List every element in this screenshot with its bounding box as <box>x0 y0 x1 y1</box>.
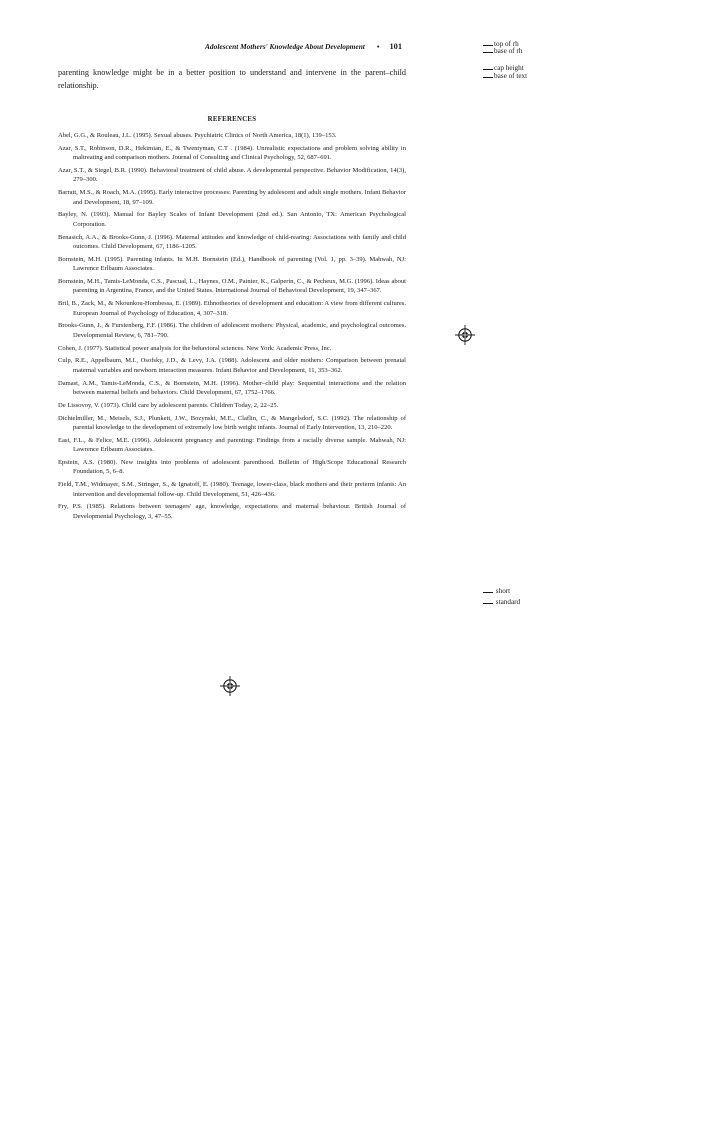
reference-item: Bornstein, M.H., Tamis-LeMonda, C.S., Pascual, L., Haynes, O.M., Painter, K., Galperin, C., & Pecheux, M.G. (1996). Ideas about parenting in Argentina, France, and the United States. International Journal of Behavioral Development, 19, 347–367. <box>58 277 406 295</box>
intro-paragraph: parenting knowledge might be in a better position to understand and intervene in the parent–child relationship. <box>58 68 406 90</box>
reference-item: Damast, A.M., Tamis-LeMonda, C.S., & Bornstein, M.H. (1996). Mother–child play: Sequential interactions and the relation between maternal beliefs and behaviors. Child Development, 67, 1752–1766. <box>58 379 406 396</box>
reference-item: Bayley, N. (1993). Manual for Bayley Scales of Infant Development (2nd ed.). San Antonio, TX: American Psychological Corporation. <box>58 211 406 228</box>
running-head-bullet: • <box>376 42 380 51</box>
margin-mark-cap-height: cap height <box>483 64 524 72</box>
reference-item: Bornstein, M.H. (1995). Parenting infants. In M.H. Bornstein (Ed.), Handbook of parenting (Vol. 1, pp. 3–39). Mahwah, NJ: Lawrence Erlbaum Associates. <box>58 255 406 273</box>
page-number: 101 <box>389 42 403 51</box>
margin-mark-top-of-rh: top of rh <box>483 40 519 48</box>
references-heading: REFERENCES <box>207 116 257 123</box>
references-list <box>58 131 406 525</box>
margin-mark-base-of-text: base of text <box>483 72 527 80</box>
reference-item: Epstein, A.S. (1980). New insights into problems of adolescent parenthood. Bulletin of High/Scope Educational Research Foundation, 5, 6–8. <box>58 458 406 476</box>
reference-item: Culp, R.E., Appelbaum, M.I., Osofsky, J.D., & Levy, J.A. (1988). Adolescent and older mothers: Comparison between prenatal maternal variables and newborn interaction measures. Infant Behavior and Development, 11, 353–362. <box>58 357 406 374</box>
reference-item: Bril, B., Zack, M., & Nkounkou-Hombessa, E. (1989). Ethnotheories of development and education: A view from different cultures. European Journal of Psychology of Education, 4, 307–318. <box>58 300 406 317</box>
reference-item: Dichtelmiller, M., Meisels, S.J., Plunkett, J.W., Bozynski, M.E., Claflin, C., & Mangelsdorf, S.C. (1992). The relationship of parental knowledge to the development of extremely low birth weight infants. Journal of Early Intervention, 13, 210–220. <box>58 414 406 431</box>
registration-mark-icon <box>220 676 240 696</box>
reference-item: East, F.L., & Felice, M.E. (1996). Adolescent pregnancy and parenting: Findings from a racially diverse sample. Mahwah, NJ: Lawrence Erlbaum Associates. <box>58 436 406 454</box>
reference-item: Abel, G.G., & Rouleau, J.L. (1995). Sexual abuses. Psychiatric Clinics of North America, 18(1), 139–153. <box>58 132 337 139</box>
reference-item: Fry, P.S. (1985). Relations between teenagers' age, knowledge, expectations and maternal behaviour. British Journal of Developmental Psychology, 3, 47–55. <box>58 503 406 520</box>
reference-item: Azar, S.T., Robinson, D.R., Hekimian, E., & Twentyman, C.T . (1984). Unrealistic expectations and problem solving ability in maltreating and comparison mothers. Journal of Consulting and Clinical Psychology, 52, 687–691. <box>58 144 406 162</box>
reference-item: De Lissovoy, V. (1973). Child care by adolescent parents. Children Today, 2, 22–25. <box>58 401 279 409</box>
running-head-title: Adolescent Mothers' Knowledge About Development <box>205 42 365 51</box>
reference-item: Cohen, J. (1977). Statistical power analysis for the behavioral sciences. New York: Academic Press, Inc. <box>58 344 332 352</box>
margin-mark-standard: standard <box>483 598 520 606</box>
reference-item: Barratt, M.S., & Roach, M.A. (1995). Early interactive processes: Parenting by adolescent and adult single mothers. Infant Behavior and Development, 18, 97–109. <box>58 189 406 206</box>
reference-item: Brooks-Gunn, J., & Furstenberg, F.F. (1986). The children of adolescent mothers: Physical, academic, and psychological outcomes. Developmental Review, 6, 781–790. <box>58 322 406 339</box>
reference-item: Field, T.M., Widmayer, S.M., Stringer, S., & Ignatoff, E. (1980). Teenage, lower-class, black mothers and their preterm infants: An intervention and developmental follow-up. Child Development, 51, 426–436. <box>58 481 406 498</box>
reference-item: Benasich, A.A., & Brooks-Gunn, J. (1996). Maternal attitudes and knowledge of child-rearing: Associations with family and child outcomes. Child Development, 67, 1186–1205. <box>58 233 406 250</box>
registration-mark-icon <box>455 325 475 345</box>
margin-mark-short: short <box>483 587 510 595</box>
margin-mark-base-of-rh: base of rh <box>483 47 522 55</box>
reference-item: Azar, S.T., & Siegel, B.R. (1990). Behavioral treatment of child abuse. A developmental perspective. Behavior Modification, 14(3), 279–300. <box>58 167 406 184</box>
running-head <box>205 42 402 51</box>
